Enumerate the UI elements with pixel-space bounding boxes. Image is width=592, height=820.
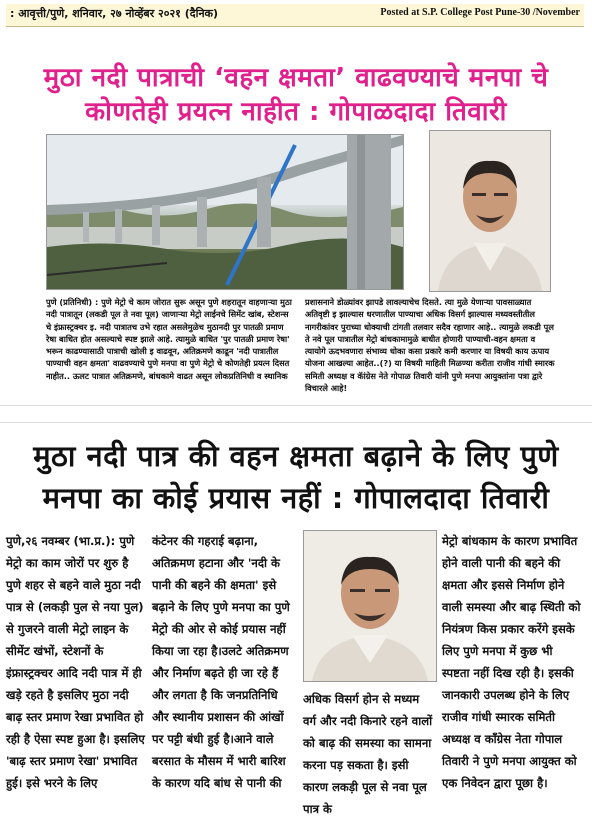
dateline: : आवृत्ती/पुणे, शनिवार, २७ नोव्हेंबर २०२१ (दैनिक) <box>10 7 219 20</box>
hindi-headline-line2: मनपा का कोई प्रयास नहीं : गोपालदादा तिवारी <box>42 481 550 515</box>
marathi-column-2: प्रशासनाने डोळ्यांवर झापडे लावल्याचेच दिसते. त्या मुळे येणाऱ्या पावसाळ्यात अतिवृष्टी इ झाल्यास धरणातील पाण्याचा अधिक विसर्ग झाल्यास मध्यवस्तीतील नागरीकांवर पुराच्या धोक्याची टांगती तलवार सदैव रहाणार आहे.. त्यामुळे लकडी पूल ते नवे पूल पात्रातील मेट्रो बांधकामामुळे बाधीत होणारी पाण्याची-वहन क्षमता व त्यायोगे ऊदभवणारा संभाव्य धोका कसा प्रकारे कमी करणार या विषयी काय ऊपाय योजना आखल्या आहेत..(?) या विषयी माहिती मिळण्या करीता राजीव गांधी स्मारक समिती अध्यक्ष व कॅांग्रेस नेते गोपाळ तिवारी यांनी पुणे मनपा आयुक्तांना पत्रा द्वारे विचारले आहे! <box>305 297 555 394</box>
clipping-divider <box>0 405 592 423</box>
marathi-column-1: पुणे (प्रतिनिधी) : पुणे मेट्रो चे काम जोरात सुरू असून पुणे शहरातून वाहणाऱ्या मुठा नदी पात्रातून (लकडी पूल ते नवा पूल) जाणाऱ्या मेट्रो लाईनचे सिमेंट खांब, स्टेशन्स चे इंफ्रास्ट्रक्चर इ. नदी पात्रातच उभे रहात असलेमुळेच मुठानदी पुर पातळी प्रमाण रेषा बाधित होत असल्याचे स्पष्ट झाले आहे. त्यामुळे बाधित 'पुर पातळी प्रमाण रेषा' भरून काढण्यासाठी पात्राची खोली इ वाढवून, अतिक्रमणे काढून 'नदी पात्रातील पाण्याची वहन क्षमता' वाढवण्याचे पुणे मनपा वा पुणे मेट्रो चे कोणतेही प्रयत्न दिसत नाहीत.. ऊलट पात्रात अतिक्रमणे, बांधकामे वाढत असून लोकप्रतिनिधी व स्थानिक <box>46 297 292 381</box>
metro-bridge-photo <box>46 134 404 290</box>
hindi-column-4: मेट्रो बांधकाम के कारण प्रभावित होने वाली पानी की बहने की क्षमता और इससे निर्माण होने वाली समस्या और बाढ़ स्थिती को नियंत्रण किस प्रकार करेंगे इसके लिए पुणे मनपा में कुछ भी स्पष्टता नहीं दिख रही है। इसकी जानकारी उपलब्ध होने के लिए राजीव गांधी स्मारक समिती अध्यक्ष व कॉंग्रेस नेता गोपाल तिवारी ने पुणे मनपा आयुक्त को एक निवेदन द्वारा पूछा है। <box>442 534 581 790</box>
postal-info: Posted at S.P. College Post Pune-30 /November <box>380 7 580 18</box>
marathi-headline-line1: मुठा नदी पात्राची ‘वहन क्षमता’ वाढवण्याचे मनपा चे <box>43 63 549 93</box>
marathi-headline-line2: कोणतेही प्रयत्न नाहीत : गोपाळदादा तिवारी <box>85 97 507 127</box>
portrait-photo-2 <box>303 530 437 682</box>
hindi-column-3: अधिक विसर्ग होन से मध्यम वर्ग और नदी किनारे रहने वालों को बाढ़ की समस्या का सामना करना पड़ सकता है। इसी कारण लकड़ी पूल से नवा पूल पात्र के <box>303 692 433 816</box>
hindi-column-1: पुणे,२६ नवम्बर (भा.प्र.): पुणे मेट्रो का काम जोरों पर शुरु है पुणे शहर से बहने वाले मुठा नदी पात्र से (लकड़ी पुल से नया पुल) से गुजरने वाली मेट्रो लाइन के सीमेंट खंभों, स्टेशनों के इंफ्रास्ट्रक्चर आदि नदी पात्र में ही खड़े रहते है इसलिए मुठा नदी बाढ़ स्तर प्रमाण रेखा प्रभावित हो रही है ऐसा स्पष्ट हुआ है। इसलिए 'बाढ़ स्तर प्रमाण रेखा' प्रभावित हुई। इसे भरने के लिए <box>6 534 145 790</box>
hindi-column-2: कंटेनर की गहराई बढ़ाना, अतिक्रमण हटाना और 'नदी के पानी की बहने की क्षमता' इसे बढ़ाने के लिए पुणे मनपा का पुणे मेट्रो की ओर से कोई प्रयास नहीं किया जा रहा है।उलटे अतिक्रमण और निर्माण बढ़ते ही जा रहे हैं और लगता है कि जनप्रतिनिधि और स्थानीय प्रशासन की आंखों पर पट्टी बंधी हुई है।आने वाले बरसात के मौसम में भारी बारिश के कारण यदि बांध से पानी की <box>152 534 290 790</box>
hindi-headline-line1: मुठा नदी पात्र की वहन क्षमता बढ़ाने के लिए पुणे <box>33 439 559 473</box>
portrait-photo <box>429 130 551 292</box>
